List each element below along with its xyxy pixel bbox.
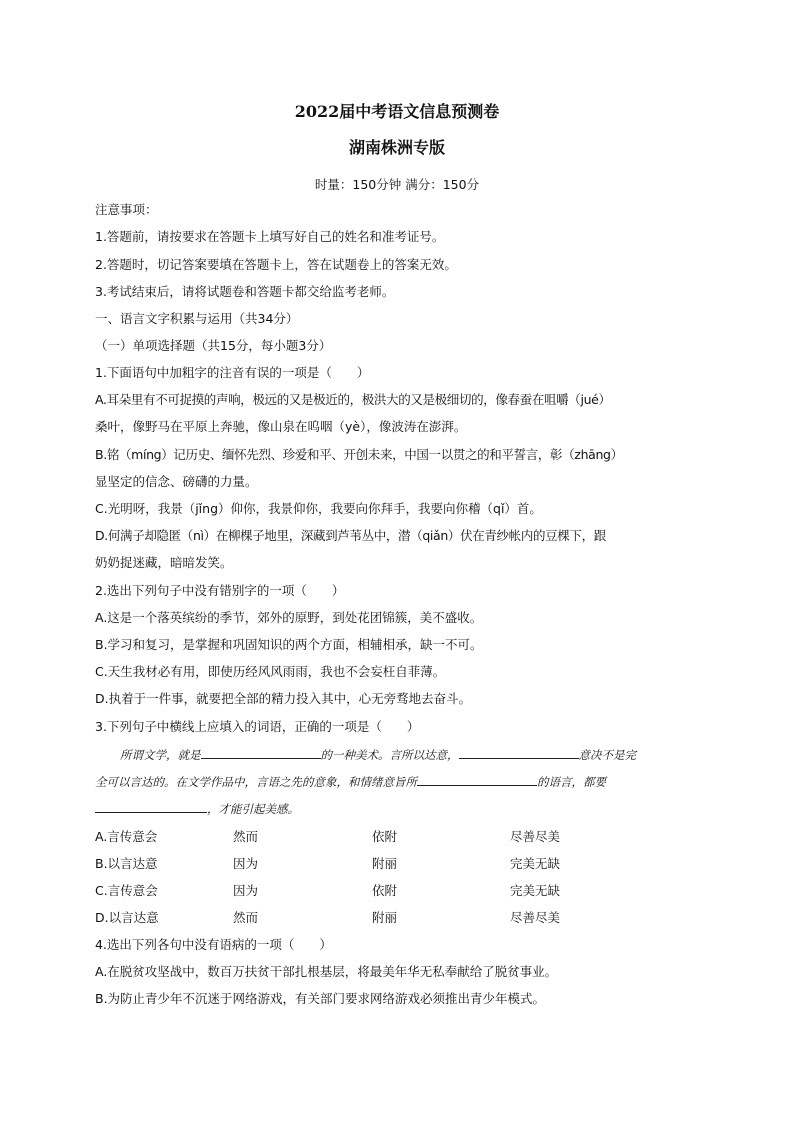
q3-option-c: C.言传意会 bbox=[95, 883, 158, 898]
q3-option-c-word: 完美无缺 bbox=[510, 883, 561, 898]
q2-option: A.这是一个落英缤纷的季节，郊外的原野，到处花团锦簇，美不盛收。 bbox=[95, 610, 483, 625]
q3-option-c-word: 依附 bbox=[372, 883, 398, 898]
fill-blank bbox=[201, 746, 321, 759]
q1-option-d: D.何满子却隐匿（nì）在柳棵子地里，深藏到芦苇丛中，潜（qiǎn）伏在青纱帐内的豆棵下，跟 bbox=[95, 528, 606, 543]
q1-option-d-cont: 奶奶捉迷藏，暗暗发笑。 bbox=[95, 555, 233, 570]
q1-option-a-cont: 桑叶，像野马在平原上奔驰，像山泉在呜咽（yè），像波涛在澎湃。 bbox=[95, 419, 467, 434]
exam-subtitle: 湖南株洲专版 bbox=[348, 138, 445, 157]
q3-option-c-word: 因为 bbox=[233, 883, 259, 898]
q1-option-b: B.铭（míng）记历史、缅怀先烈、珍爱和平、开创未来，中国一以贯之的和平誓言，彰（zhāng） bbox=[95, 447, 623, 462]
time-info: 时量：150分钟 满分：150分 bbox=[314, 177, 480, 192]
fill-blank bbox=[459, 746, 579, 759]
q1-option-a: A.耳朵里有不可捉摸的声响，极远的又是极近的，极洪大的又是极细切的，像春蚕在咀嚼（jué） bbox=[95, 392, 611, 407]
q3-option-a-word: 依附 bbox=[372, 829, 398, 844]
q3-option-a-word: 尽善尽美 bbox=[510, 829, 561, 844]
question-stem: 3.下列句子中横线上应填入的词语，正确的一项是（ ） bbox=[95, 719, 420, 734]
q3-option-b: B.以言达意 bbox=[95, 856, 158, 871]
exam-title: 2022届中考语文信息预测卷 bbox=[294, 102, 500, 121]
q3-option-b-word: 完美无缺 bbox=[510, 856, 561, 871]
q2-option: C.天生我材必有用，即使历经风风雨雨，我也不会妄枉自菲薄。 bbox=[95, 664, 446, 679]
q3-option-a: A.言传意会 bbox=[95, 829, 158, 844]
note-item: 3.考试结束后，请将试题卷和答题卡都交给监考老师。 bbox=[95, 284, 395, 299]
q4-option: B.为防止青少年不沉迷于网络游戏，有关部门要求网络游戏必须推出青少年模式。 bbox=[95, 991, 546, 1006]
question-stem: 1.下面语句中加粗字的注音有误的一项是（ ） bbox=[95, 365, 370, 380]
q3-option-a-word: 然而 bbox=[233, 829, 259, 844]
q3-option-d-word: 尽善尽美 bbox=[510, 910, 561, 925]
q3-option-d: D.以言达意 bbox=[95, 910, 159, 925]
q4-option: A.在脱贫攻坚战中，数百万扶贫干部扎根基层，将最美年华无私奉献给了脱贫事业。 bbox=[95, 964, 558, 979]
question-stem: 4.选出下列各句中没有语病的一项（ ） bbox=[95, 937, 332, 952]
q3-passage-line: ，才能引起美感。 bbox=[95, 800, 299, 818]
q2-option: B.学习和复习，是掌握和巩固知识的两个方面，相辅相承，缺一不可。 bbox=[95, 637, 483, 652]
note-item: 1.答题前，请按要求在答题卡上填写好自己的姓名和准考证号。 bbox=[95, 229, 445, 244]
subsection-heading: （一）单项选择题（共15分，每小题3分） bbox=[95, 338, 332, 353]
q3-passage-line: 所谓文学，就是 的一种美术。言所以达意， 意决不是完 bbox=[120, 748, 636, 762]
fill-blank bbox=[95, 800, 207, 813]
fill-blank bbox=[417, 773, 537, 786]
q3-passage-line: 全可以言达的。在文学作品中，言语之先的意象，和情绪意旨所 的语言，都要 bbox=[95, 775, 606, 789]
notes-heading: 注意事项： bbox=[95, 202, 158, 217]
question-stem: 2.选出下列句子中没有错别字的一项（ ） bbox=[95, 583, 345, 598]
q2-option: D.执着于一件事，就要把全部的精力投入其中，心无旁骛地去奋斗。 bbox=[95, 691, 472, 706]
q1-option-c: C.光明呀，我景（jǐng）仰你，我景仰你，我要向你拜手，我要向你稽（qǐ）首。 bbox=[95, 501, 542, 516]
q1-option-b-cont: 显坚定的信念、磅礴的力量。 bbox=[95, 474, 258, 489]
q3-option-b-word: 附丽 bbox=[372, 856, 398, 871]
note-item: 2.答题时，切记答案要填在答题卡上，答在试题卷上的答案无效。 bbox=[95, 257, 457, 272]
q3-option-d-word: 附丽 bbox=[372, 910, 398, 925]
q3-option-b-word: 因为 bbox=[233, 856, 259, 871]
q3-option-d-word: 然而 bbox=[233, 910, 259, 925]
section-heading: 一、语言文字积累与运用（共34分） bbox=[95, 311, 299, 326]
